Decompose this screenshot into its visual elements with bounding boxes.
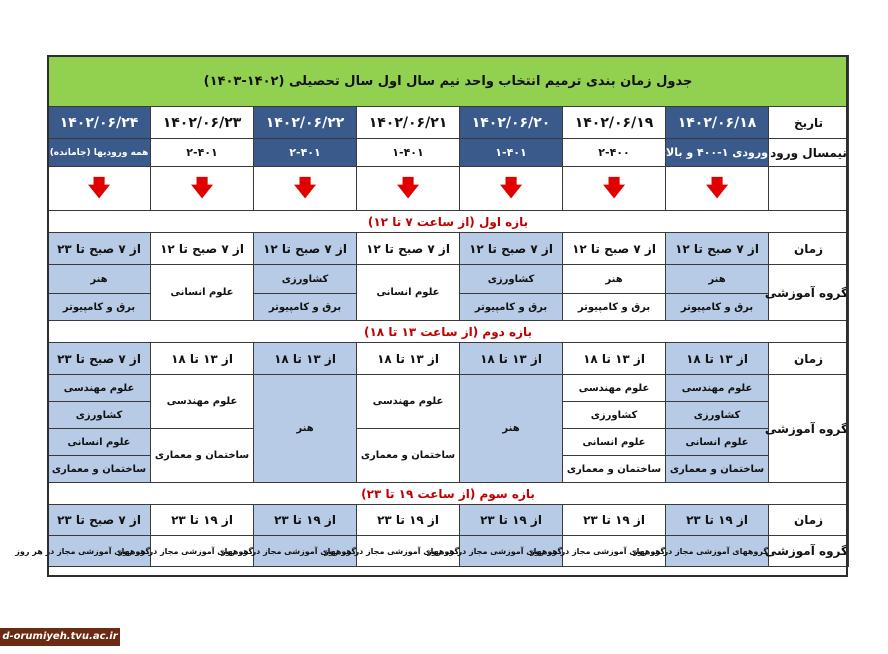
group-cell: علوم انسانی — [48, 429, 151, 456]
entry-label: نیمسال ورود — [769, 139, 849, 167]
group-cell: ساختمان و معماری — [357, 429, 460, 483]
group-cell: علوم مهندسی — [48, 375, 151, 402]
group-cell: علوم مهندسی — [563, 375, 666, 402]
time-cell: از ۷ صبح تا ۱۲ — [666, 233, 769, 265]
group-label: گروه آموزشی — [769, 375, 849, 483]
down-arrow-icon: 🡇 — [254, 167, 357, 211]
time-cell: از ۱۹ تا ۲۳ — [460, 505, 563, 536]
group-cell: علوم انسانی — [357, 265, 460, 321]
group-cell: گروههای آموزشی مجاز در هر روز — [666, 536, 769, 567]
entry-cell: همه ورودیها (جامانده) — [48, 139, 151, 167]
group-cell: هنر — [460, 375, 563, 483]
down-arrow-icon: 🡇 — [151, 167, 254, 211]
time-cell: از ۱۹ تا ۲۳ — [151, 505, 254, 536]
group-cell: گروههای آموزشی مجاز در هر روز — [357, 536, 460, 567]
group-cell: هنر — [563, 265, 666, 294]
group-cell: گروههای آموزشی مجاز در هر روز — [563, 536, 666, 567]
group-cell: برق و کامپیوتر — [254, 294, 357, 321]
date-cell: ۱۴۰۲/۰۶/۱۹ — [563, 107, 666, 139]
entry-cell: ۱-۴۰۱ — [357, 139, 460, 167]
date-cell: ۱۴۰۲/۰۶/۲۰ — [460, 107, 563, 139]
entry-cell: ورودی ۱-۴۰۰ و بالاتر — [666, 139, 769, 167]
group-cell: برق و کامپیوتر — [666, 294, 769, 321]
group-cell: کشاورزی — [563, 402, 666, 429]
date-cell: ۱۴۰۲/۰۶/۲۳ — [151, 107, 254, 139]
group-cell: ساختمان و معماری — [48, 456, 151, 483]
group-cell: گروههای آموزشی مجاز در هر روز — [48, 536, 151, 567]
group-cell: علوم انسانی — [563, 429, 666, 456]
time-cell: از ۷ صبح تا ۱۲ — [563, 233, 666, 265]
group-cell: علوم مهندسی — [357, 375, 460, 429]
time-cell: از ۷ صبح تا ۲۳ — [48, 505, 151, 536]
down-arrow-icon: 🡇 — [460, 167, 563, 211]
entry-cell: ۲-۴۰۱ — [151, 139, 254, 167]
group-cell: کشاورزی — [666, 402, 769, 429]
time-cell: از ۷ صبح تا ۱۲ — [151, 233, 254, 265]
time-cell: از ۱۳ تا ۱۸ — [563, 343, 666, 375]
time-cell: از ۱۳ تا ۱۸ — [254, 343, 357, 375]
group-cell: هنر — [254, 375, 357, 483]
band-3-title: بازه سوم (از ساعت ۱۹ تا ۲۳) — [48, 483, 849, 505]
time-cell: از ۷ صبح تا ۱۲ — [254, 233, 357, 265]
time-label: زمان — [769, 505, 849, 536]
group-cell: کشاورزی — [254, 265, 357, 294]
group-cell: هنر — [48, 265, 151, 294]
group-cell: کشاورزی — [460, 265, 563, 294]
group-cell: ساختمان و معماری — [563, 456, 666, 483]
time-cell: از ۱۳ تا ۱۸ — [151, 343, 254, 375]
time-cell: از ۱۳ تا ۱۸ — [460, 343, 563, 375]
group-label: گروه آموزشی — [769, 536, 849, 567]
band-1-title: بازه اول (از ساعت ۷ تا ۱۲) — [48, 211, 849, 233]
group-cell: علوم مهندسی — [666, 375, 769, 402]
group-cell: هنر — [666, 265, 769, 294]
down-arrow-icon: 🡇 — [666, 167, 769, 211]
group-cell: ساختمان و معماری — [151, 429, 254, 483]
table-title: جدول زمان بندی ترمیم انتخاب واحد نیم سال اول سال تحصیلی (۱۴۰۲-۱۴۰۳) — [48, 56, 849, 107]
site-watermark: d-orumiyeh.tvu.ac.ir — [0, 628, 120, 646]
group-label: گروه آموزشی — [769, 265, 849, 321]
down-arrow-icon: 🡇 — [48, 167, 151, 211]
group-cell: گروههای آموزشی مجاز در هر روز — [151, 536, 254, 567]
date-cell: ۱۴۰۲/۰۶/۲۴ — [48, 107, 151, 139]
time-label: زمان — [769, 343, 849, 375]
group-cell: علوم انسانی — [151, 265, 254, 321]
date-cell: ۱۴۰۲/۰۶/۱۸ — [666, 107, 769, 139]
entry-cell: ۱-۴۰۱ — [460, 139, 563, 167]
down-arrow-icon: 🡇 — [563, 167, 666, 211]
table-frame — [47, 55, 848, 577]
time-cell: از ۱۹ تا ۲۳ — [357, 505, 460, 536]
group-cell: برق و کامپیوتر — [48, 294, 151, 321]
time-cell: از ۱۹ تا ۲۳ — [563, 505, 666, 536]
group-cell: کشاورزی — [48, 402, 151, 429]
group-cell: برق و کامپیوتر — [563, 294, 666, 321]
band-2-title: بازه دوم (از ساعت ۱۳ تا ۱۸) — [48, 321, 849, 343]
time-cell: از ۷ صبح تا ۱۲ — [357, 233, 460, 265]
time-cell: از ۱۹ تا ۲۳ — [254, 505, 357, 536]
time-cell: از ۱۹ تا ۲۳ — [666, 505, 769, 536]
group-cell: علوم انسانی — [666, 429, 769, 456]
group-cell: گروههای آموزشی مجاز در هر روز — [254, 536, 357, 567]
time-cell: از ۷ صبح تا ۲۳ — [48, 233, 151, 265]
group-cell: گروههای آموزشی مجاز در هر روز — [460, 536, 563, 567]
down-arrow-icon: 🡇 — [357, 167, 460, 211]
time-cell: از ۷ صبح تا ۲۳ — [48, 343, 151, 375]
group-cell: ساختمان و معماری — [666, 456, 769, 483]
date-cell: ۱۴۰۲/۰۶/۲۱ — [357, 107, 460, 139]
time-cell: از ۱۳ تا ۱۸ — [666, 343, 769, 375]
time-label: زمان — [769, 233, 849, 265]
time-cell: از ۷ صبح تا ۱۲ — [460, 233, 563, 265]
group-cell: برق و کامپیوتر — [460, 294, 563, 321]
time-cell: از ۱۳ تا ۱۸ — [357, 343, 460, 375]
date-cell: ۱۴۰۲/۰۶/۲۲ — [254, 107, 357, 139]
entry-cell: ۲-۴۰۱ — [254, 139, 357, 167]
group-cell: علوم مهندسی — [151, 375, 254, 429]
entry-cell: ۲-۴۰۰ — [563, 139, 666, 167]
date-label: تاریخ — [769, 107, 849, 139]
